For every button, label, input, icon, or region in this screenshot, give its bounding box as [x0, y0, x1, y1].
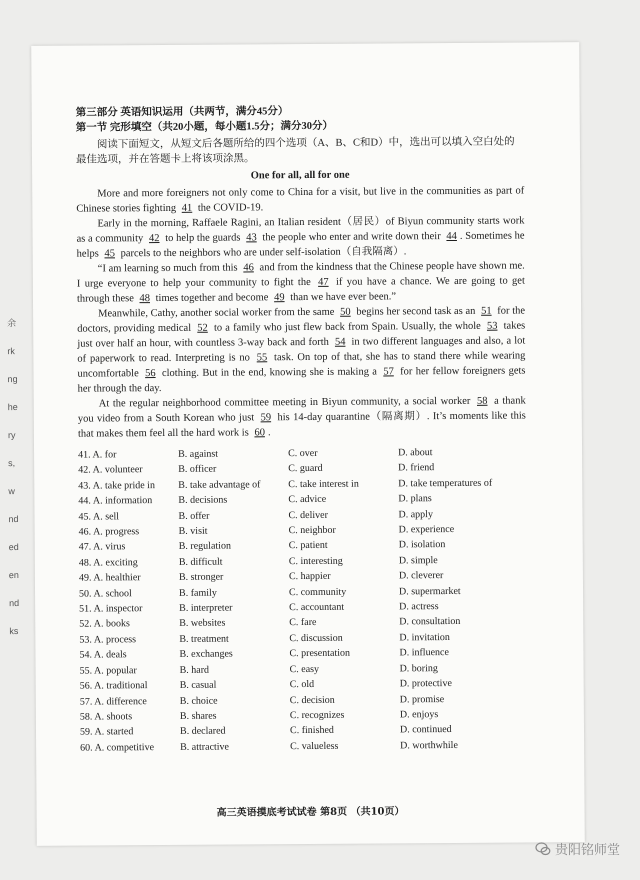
blank-number: 55 [256, 352, 268, 364]
page-footer: 高三英语摸底考试试卷 第8页 （共10页） [216, 806, 405, 819]
margin-mark: he [7, 402, 18, 413]
option-b: B. exchanges [179, 648, 233, 661]
passage-text: . [267, 427, 271, 439]
option-c: C. fare [289, 617, 317, 629]
option-b: B. treatment [179, 633, 229, 645]
option-c: C. presentation [289, 647, 351, 660]
option-c: C. neighbor [288, 524, 336, 537]
margin-mark: w [8, 486, 15, 497]
option-d: D. experience [398, 524, 455, 536]
option-c: C. over [288, 447, 318, 460]
blank-number: 52 [197, 322, 208, 334]
blank-number: 48 [139, 293, 151, 305]
option-c: C. valueless [290, 740, 339, 752]
passage-text: . Sometimes he helps [76, 230, 525, 260]
option-d: D. enjoys [399, 709, 439, 721]
option-d: D. simple [398, 554, 438, 567]
watermark [535, 839, 620, 858]
passage-text: if you have a chance. We are going to get through these [76, 275, 525, 305]
option-d: D. consultation [399, 616, 461, 628]
blank-number: 56 [145, 368, 156, 380]
passage-text: takes just over half an hour, with countless 3-way back and forth [77, 320, 526, 350]
option-d: D. influence [399, 647, 449, 659]
option-b: B. against [178, 448, 219, 460]
exam-page [7, 42, 585, 846]
passage-text: than we have ever been.” [287, 291, 397, 304]
margin-mark: ry [7, 430, 16, 441]
passage-text: in two different languages and also, a lot of paperwork to read. Interpreting is no [77, 335, 526, 365]
margin-bleed-marks [7, 316, 31, 652]
option-b: B. websites [179, 618, 226, 630]
blank-number: 58 [476, 395, 488, 407]
option-b: B. casual [179, 679, 217, 691]
option-b: B. difficult [178, 556, 223, 568]
watermark-text: 贵阳铭师堂 [554, 843, 620, 858]
option-b: B. decisions [178, 494, 228, 507]
option-c: C. community [288, 586, 347, 598]
option-d: D. isolation [398, 539, 446, 551]
option-b: B. regulation [178, 540, 231, 553]
option-a: 42. A. volunteer [78, 464, 143, 477]
option-a: 43. A. take pride in [78, 479, 155, 492]
margin-mark: s, [8, 458, 16, 469]
option-c: C. discussion [289, 632, 343, 645]
option-a: 48. A. exciting [78, 557, 138, 569]
passage-text: clothing. But in the end, knowing she is making a [158, 366, 381, 380]
instructions: 阅读下面短文，从短文后各题所给的四个选项（A、B、C和D）中，选出可以填入空白处的最佳选项，并在答题卡上将该项涂黑。 [75, 136, 515, 166]
blank-number: 44 [446, 230, 457, 243]
margin-mark: rk [7, 346, 15, 357]
blank-number: 43 [246, 232, 257, 244]
passage-paragraph [76, 183, 524, 216]
section-header: 第一节 完形填空（共20小题，每小题1.5分；满分30分） [75, 120, 334, 134]
blank-number: 59 [260, 412, 272, 424]
option-c: C. interesting [288, 555, 343, 567]
option-b: B. choice [179, 695, 218, 707]
passage-text: parcels to the neighbors who are under self-isolation（自我隔离）. [117, 246, 407, 260]
option-a: 56. A. traditional [79, 680, 148, 692]
option-d: D. boring [399, 662, 438, 675]
option-a: 49. A. healthier [78, 572, 141, 584]
passage-text: and from the kindness that the Chinese people have shown me. I urge everyone to help your community to fight the [76, 260, 525, 290]
option-b: B. stronger [178, 571, 224, 584]
option-a: 53. A. process [79, 634, 137, 646]
option-a: 44. A. information [78, 495, 153, 507]
option-c: C. happier [288, 571, 331, 583]
blank-number: 49 [274, 292, 285, 304]
passage-body [76, 183, 526, 441]
option-a: 54. A. deals [79, 649, 127, 661]
option-d: D. take temperatures of [398, 477, 493, 490]
option-a: 45. A. sell [78, 510, 120, 523]
option-row [80, 737, 528, 756]
option-c: C. advice [288, 494, 327, 506]
option-a: 60. A. competitive [80, 741, 155, 754]
option-d: D. about [398, 447, 433, 459]
option-b: B. visit [178, 525, 208, 537]
blank-number: 42 [148, 233, 160, 245]
option-c: C. patient [288, 540, 328, 552]
option-a: 50. A. school [79, 587, 132, 600]
passage-text: Meanwhile, Cathy, another social worker from the same [98, 306, 338, 320]
option-c: C. finished [289, 725, 334, 737]
option-a: 57. A. difference [79, 695, 147, 708]
passage-paragraph [76, 213, 524, 261]
passage-paragraph [77, 258, 525, 306]
option-c: C. old [289, 679, 315, 691]
passage-paragraph [77, 303, 526, 396]
option-d: D. apply [398, 508, 433, 520]
option-c: C. guard [288, 463, 323, 475]
passage-text: At the regular neighborhood committee meeting in Biyun community, a social worker [98, 395, 475, 410]
option-d: D. cleverer [398, 570, 444, 582]
blank-number: 47 [318, 276, 329, 288]
wechat-icon [535, 841, 551, 857]
margin-mark: 余 [7, 318, 17, 329]
margin-mark: ks [9, 626, 19, 637]
option-b: B. officer [178, 464, 217, 476]
option-a: 41. A. for [78, 449, 117, 461]
option-b: B. declared [179, 725, 226, 738]
option-d: D. protective [399, 678, 452, 690]
option-d: D. continued [399, 724, 452, 736]
option-c: C. easy [289, 663, 320, 675]
option-d: D. worthwhile [400, 739, 458, 752]
margin-mark: nd [8, 514, 19, 525]
option-d: D. invitation [399, 631, 450, 644]
margin-mark: ed [8, 542, 19, 553]
passage-text: Early in the morning, Raffaele Ragini, an Italian resident（居民）of Biyun community starts work as a community [76, 215, 525, 245]
option-c: C. decision [289, 694, 335, 706]
option-b: B. interpreter [179, 602, 233, 614]
passage-text: for her fellow foreigners gets her through the day. [77, 365, 526, 395]
option-a: 58. A. shoots [79, 711, 133, 723]
passage-text: begins her second task as an [353, 305, 479, 318]
passage-text: a thank you video from a South Korean who just [77, 395, 526, 425]
option-d: D. friend [398, 462, 435, 474]
blank-number: 57 [383, 366, 394, 378]
option-a: 59. A. started [79, 726, 134, 738]
option-c: C. take interest in [288, 478, 359, 490]
option-b: B. take advantage of [178, 479, 261, 491]
margin-mark: nd [9, 598, 20, 609]
option-c: C. recognizes [289, 709, 345, 722]
option-d: D. supermarket [398, 585, 461, 598]
passage-text: to a family who just flew back from Spain. Usually, the whole [210, 320, 484, 334]
page-content [76, 102, 529, 755]
margin-mark: en [8, 570, 19, 581]
passage-text: times together and become [152, 292, 272, 305]
passage-text: More and more foreigners not only come to China for a visit, but live in the communities as part of Chinese stories fighting [76, 185, 525, 215]
option-b: B. attractive [180, 741, 230, 753]
margin-mark: ng [7, 374, 18, 385]
option-c: C. accountant [289, 601, 345, 614]
passage-text: “I am learning so much from this [97, 262, 241, 275]
blank-number: 46 [243, 262, 254, 274]
blank-number: 53 [486, 320, 498, 332]
option-a: 51. A. inspector [79, 603, 143, 615]
option-a: 46. A. progress [78, 526, 140, 538]
option-a: 52. A. books [79, 618, 130, 631]
answer-options [78, 444, 528, 755]
blank-number: 41 [181, 202, 193, 214]
blank-number: 60 [254, 427, 265, 439]
option-b: B. shares [179, 710, 217, 722]
option-a: 47. A. virus [78, 541, 126, 554]
part-header: 第三部分 英语知识运用（共两节，满分45分） [75, 106, 289, 119]
option-d: D. promise [399, 693, 445, 705]
option-d: D. plans [398, 493, 432, 505]
blank-number: 54 [334, 336, 346, 348]
blank-number: 51 [481, 305, 492, 317]
blank-number: 45 [104, 248, 116, 260]
option-b: B. offer [178, 510, 210, 522]
passage-title: One for all, all for one [250, 169, 350, 182]
passage-text: for the doctors, providing medical [77, 305, 526, 335]
passage-text: the COVID-19. [195, 202, 264, 214]
option-a: 55. A. popular [79, 664, 137, 677]
option-b: B. hard [179, 664, 210, 676]
passage-text: task. On top of that, she has to stand there while wearing uncomfortable [77, 350, 526, 380]
option-c: C. deliver [288, 509, 328, 521]
passage-text: the people who enter and write down their [259, 231, 444, 244]
passage-paragraph [78, 393, 526, 441]
passage-text: his 14-day quarantine（隔离期）. It’s moments like this that makes them feel all the hard work is [77, 410, 526, 440]
passage-text: to help the guards [162, 232, 244, 245]
option-b: B. family [178, 587, 217, 599]
blank-number: 50 [340, 306, 351, 318]
option-d: D. actress [399, 601, 439, 613]
